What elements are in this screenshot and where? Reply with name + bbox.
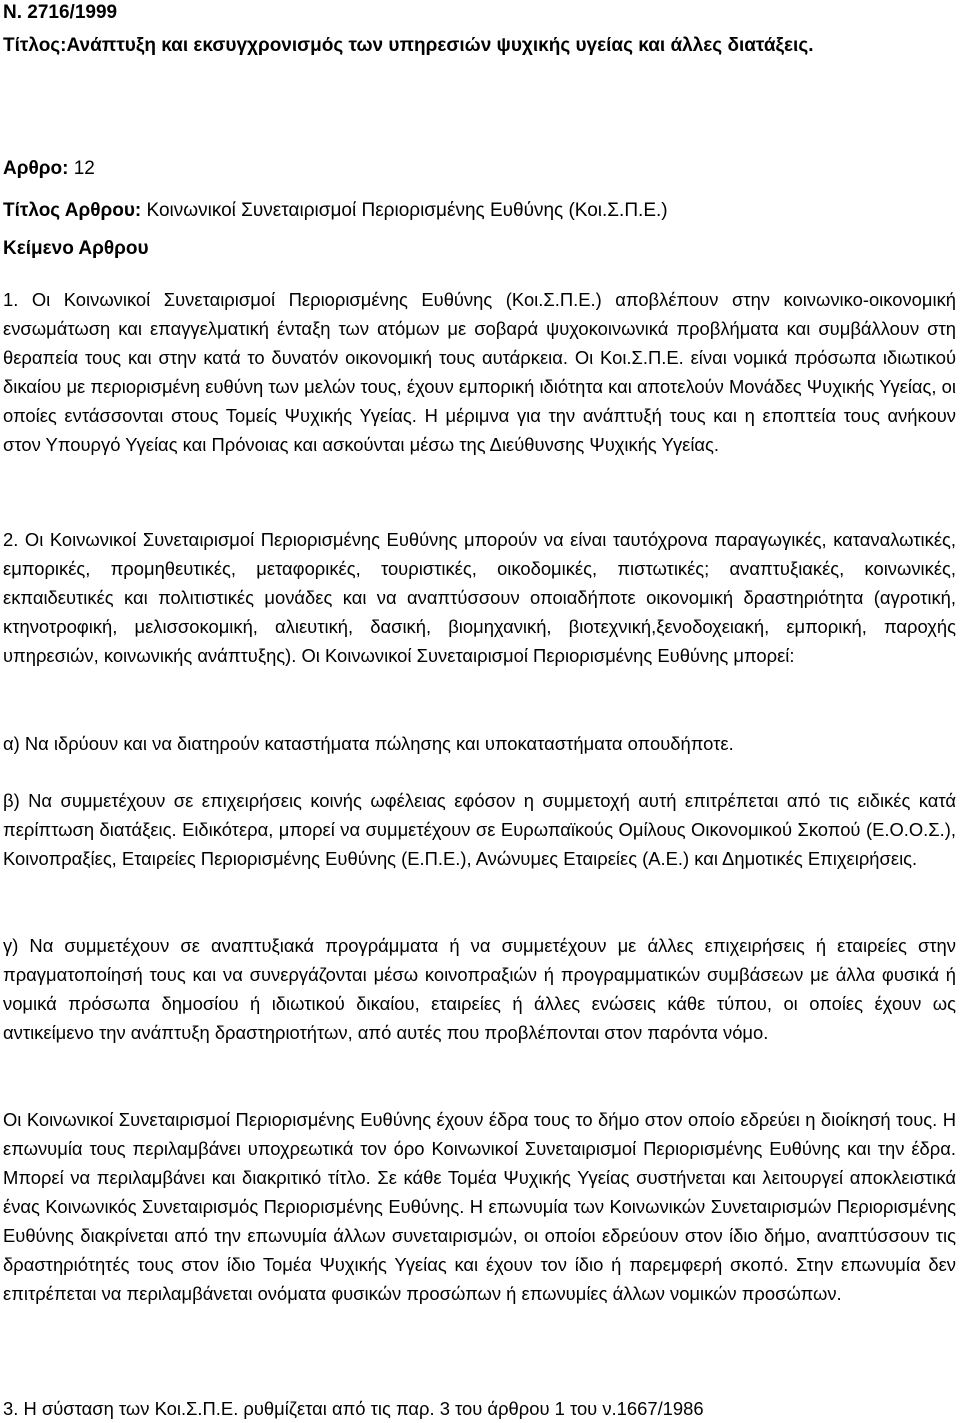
law-number: Ν. 2716/1999 bbox=[3, 2, 118, 23]
paragraph-2b: β) Να συμμετέχουν σε επιχειρήσεις κοινής ωφέλειας εφόσον η συμμετοχή αυτή επιτρέπεται από τις ειδικές κατά περίπτωση διατάξεις. Ειδικότερα, μπορεί να συμμετέχουν σε Ευρωπαϊκούς Ομίλους Οικονομικού Σκοπού (Ε.Ο.Ο.Σ.), Κοινοπραξίες, Εταιρείες Περιορισμένης Ευθύνης (Ε.Π.Ε.), Ανώνυμες Εταιρείες (Α.Ε.) και Δημοτικές Επιχειρήσεις. bbox=[3, 790, 956, 869]
article-number-value: 12 bbox=[73, 158, 95, 179]
article-title-label: Τίτλος Αρθρου: bbox=[3, 200, 142, 221]
paragraph-2: 2. Οι Κοινωνικοί Συνεταιρισμοί Περιορισμένης Ευθύνης μπορούν να είναι ταυτόχρονα παραγωγικές, καταναλωτικές, εμπορικές, προμηθευτικές, μεταφορικές, τουριστικές, οικοδομικές, πιστωτικές; αναπτυξιακές, κοινωνικές, εκπαιδευτικές και πολιτιστικές μονάδες και να αναπτύσσουν οποιαδήποτε οικονομική δραστηριότητα (αγροτική, κτηνοτροφική, μελισσοκομική, αλιευτική, δασική, βιομηχανική, βιοτεχνική,ξενοδοχειακή, εμπορική, παροχής υπηρεσιών, κοινωνικής ανάπτυξης). Οι Κοινωνικοί Συνεταιρισμοί Περιορισμένης Ευθύνης μπορεί: bbox=[3, 529, 956, 666]
paragraph-3: 3. Η σύσταση των Κοι.Σ.Π.Ε. ρυθμίζεται από τις παρ. 3 του άρθρου 1 του ν.1667/1986 bbox=[3, 1398, 704, 1419]
article-number bbox=[3, 157, 95, 181]
paragraph-2c: γ) Να συμμετέχουν σε αναπτυξιακά προγράμματα ή να συμμετέχουν με άλλες επιχειρήσεις ή εταιρείες στην πραγματοποίησή τους και να συνεργάζονται μέσω κοινοπραξιών ή προγραμματικών συμβάσεων με άλλα φυσικά ή νομικά πρόσωπα δημοσίου ή ιδιωτικού δικαίου, εταιρείες ή άλλες ενώσεις κάθε τύπου, οι οποίες έχουν ως αντικείμενο την ανάπτυξη δραστηριοτήτων, από αυτές που προβλέπονται στον παρόντα νόμο. bbox=[3, 935, 956, 1043]
law-title: Τίτλος:Ανάπτυξη και εκσυγχρονισμός των υπηρεσιών ψυχικής υγείας και άλλες διατάξεις. bbox=[3, 35, 814, 56]
article-number-label: Αρθρο: bbox=[3, 158, 69, 179]
paragraph-1: 1. Οι Κοινωνικοί Συνεταιρισμοί Περιορισμένης Ευθύνης (Κοι.Σ.Π.Ε.) αποβλέπουν στην κοινωνικο-οικονομική ενσωμάτωση και επαγγελματική ένταξη των ατόμων με σοβαρά ψυχοκοινωνικά προβλήματα και συμβάλλουν στη θεραπεία τους και στην κατά το δυνατόν οικονομική τους αυτάρκεια. Οι Κοι.Σ.Π.Ε. είναι νομικά πρόσωπα ιδιωτικού δικαίου με περιορισμένη ευθύνη των μελών τους, έχουν εμπορική ιδιότητα και αποτελούν Μονάδες Ψυχικής Υγείας, οι οποίες εντάσσονται στους Τομείς Ψυχικής Υγείας. Η μέριμνα για την ανάπτυξή τους και η εποπτεία τους ανήκουν στον Υπουργό Υγείας και Πρόνοιας και ασκούνται μέσω της Διεύθυνσης Ψυχικής Υγείας. bbox=[3, 289, 956, 455]
article-title bbox=[3, 199, 668, 223]
article-title-value: Κοινωνικοί Συνεταιρισμοί Περιορισμένης Ευθύνης (Κοι.Σ.Π.Ε.) bbox=[146, 200, 668, 221]
paragraph-2a: α) Να ιδρύουν και να διατηρούν καταστήματα πώλησης και υποκαταστήματα οπουδήποτε. bbox=[3, 733, 734, 754]
paragraph-seat-and-name: Οι Κοινωνικοί Συνεταιρισμοί Περιορισμένης Ευθύνης έχουν έδρα τους το δήμο στον οποίο εδρεύει η διοίκησή τους. Η επωνυμία τους περιλαμβάνει υποχρεωτικά τον όρο Κοινωνικοί Συνεταιρισμοί Περιορισμένης Ευθύνης και την έδρα. Μπορεί να περιλαμβάνει και διακριτικό τίτλο. Σε κάθε Τομέα Ψυχικής Υγείας συστήνεται και λειτουργεί αποκλειστικά ένας Κοινωνικός Συνεταιρισμός Περιορισμένης Ευθύνης. Η επωνυμία των Κοινωνικών Συνεταιρισμών Περιορισμένης Ευθύνης διακρίνεται από την επωνυμία άλλων συνεταιρισμών, οι οποίοι εδρεύουν στον ίδιο δήμο, αναπτύσσουν τις δραστηριότητές τους στον ίδιο Τομέα Ψυχικής Υγείας και έχουν τον ίδιο ή παρεμφερή σκοπό. Στην επωνυμία δεν επιτρέπεται να περιλαμβάνεται ονόματα φυσικών προσώπων ή επωνυμίες άλλων νομικών προσώπων. bbox=[3, 1109, 956, 1304]
article-text-label: Κείμενο Αρθρου bbox=[3, 238, 149, 259]
